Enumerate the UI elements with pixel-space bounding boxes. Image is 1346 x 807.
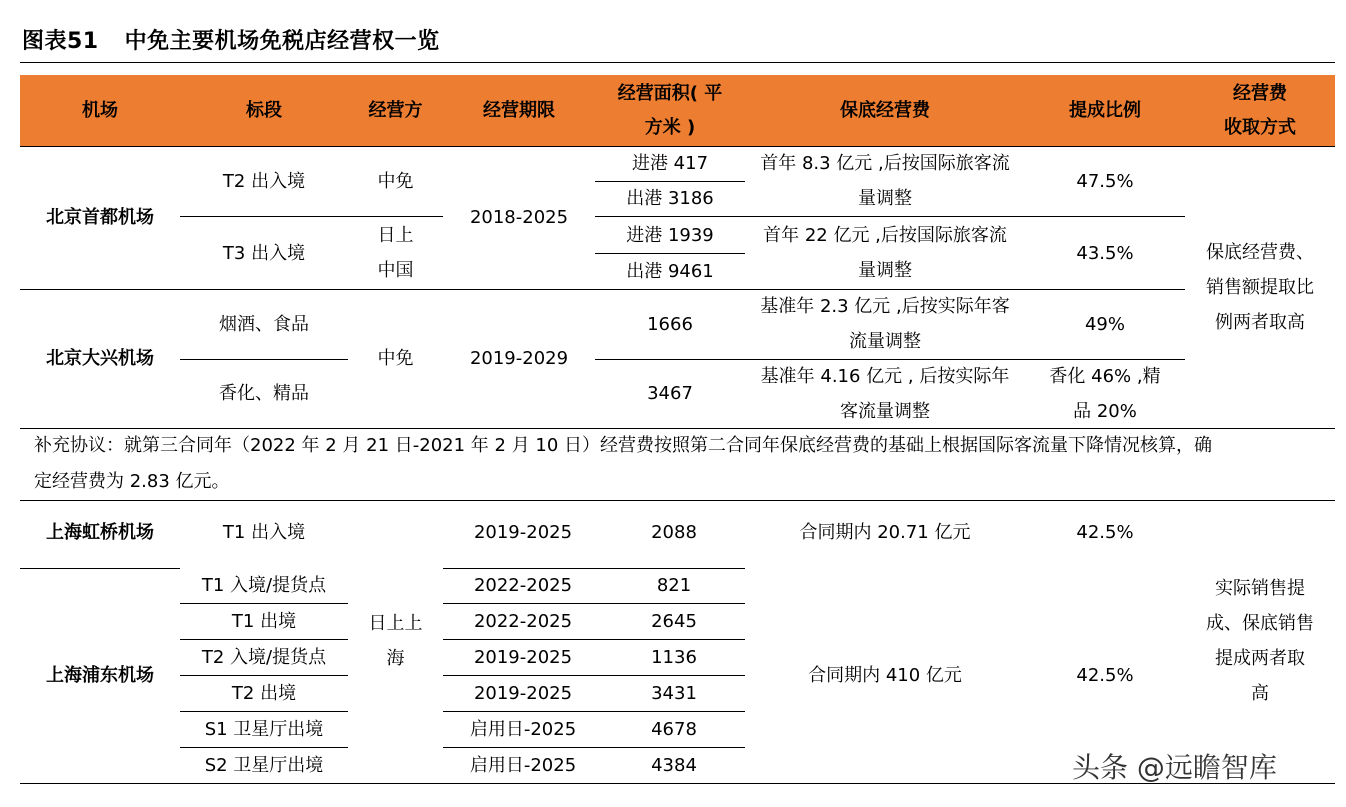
note-line1: 补充协议：就第三合同年（2022 年 2 月 21 日-2021 年 2 月 10 日）经营费按照第二合同年保底经营费的基础上根据国际客流量下降情况核算，确 — [34, 435, 1213, 456]
header-commission: 提成比例 — [1069, 99, 1141, 121]
rule — [20, 500, 1335, 501]
area-pudong-3: 1136 — [651, 646, 697, 668]
area-t2-in: 进港 417 — [631, 153, 709, 174]
airport-shanghai-pudong: 上海浦东机场 — [46, 664, 154, 686]
header-airport: 机场 — [82, 99, 118, 121]
period-pudong-3: 2019-2025 — [473, 646, 573, 668]
rule — [443, 603, 745, 604]
area-pudong-6: 4384 — [651, 754, 697, 776]
period-pudong-4: 2019-2025 — [473, 682, 573, 704]
rule — [180, 747, 348, 748]
rule — [595, 216, 1185, 217]
period-pudong-5: 启用日-2025 — [469, 718, 577, 740]
rate-tobacco-food: 49% — [1084, 313, 1125, 335]
fee-t3-line2: 量调整 — [858, 260, 912, 281]
fee-method-beijing — [1185, 146, 1335, 428]
fee-hongqiao: 合同期内 20.71 亿元 — [799, 521, 971, 543]
header-area — [595, 75, 745, 146]
rate-cosmetics-luxury-line2: 品 20% — [1073, 400, 1137, 422]
area-tobacco-food: 1666 — [647, 313, 693, 335]
rule — [443, 639, 745, 640]
section-pudong-2: T1 出境 — [231, 610, 297, 632]
note-line2: 定经营费为 2.83 亿元。 — [34, 471, 230, 492]
fee-t2-line1: 首年 8.3 亿元 ,后按国际旅客流 — [760, 153, 1010, 174]
fee-method-beijing-line2: 销售额提取比 — [1206, 276, 1314, 298]
section-pudong-3: T2 入境/提货点 — [201, 646, 327, 668]
fee-method-beijing-line3: 例两者取高 — [1215, 311, 1305, 333]
section-pudong-4: T2 出境 — [231, 682, 297, 704]
fee-tobacco-food — [745, 289, 1025, 359]
area-t3-out: 出港 9461 — [626, 260, 714, 282]
header-area-line2: 方米 ) — [644, 116, 696, 138]
period-pudong-1: 2022-2025 — [473, 574, 573, 596]
period-pudong-2: 2022-2025 — [473, 610, 573, 632]
header-period: 经营期限 — [483, 99, 555, 121]
figure-title: 中免主要机场免税店经营权一览 — [124, 29, 440, 54]
header-area-line1: 经营面积( 平 — [617, 82, 723, 104]
fee-tobacco-food-line2: 流量调整 — [849, 331, 921, 352]
rate-pudong: 42.5% — [1076, 664, 1134, 686]
supplementary-note — [34, 428, 1334, 500]
section-t2: T2 出入境 — [222, 170, 306, 192]
fee-method-shanghai-line1: 实际销售提 — [1215, 578, 1305, 599]
fee-method-beijing-line1: 保底经营费、 — [1206, 241, 1314, 263]
rate-t2: 47.5% — [1076, 170, 1134, 192]
fee-pudong: 合同期内 410 亿元 — [808, 664, 962, 686]
fee-cosmetics-luxury-line2: 客流量调整 — [840, 400, 930, 422]
header-operator: 经营方 — [368, 99, 423, 121]
header-fee-method — [1185, 75, 1335, 146]
fee-t3-line1: 首年 22 亿元 ,后按国际旅客流 — [763, 225, 1007, 246]
fee-method-shanghai-line3: 提成两者取 — [1215, 648, 1305, 669]
watermark: 头条 @远瞻智库 — [1072, 751, 1277, 784]
fee-cosmetics-luxury-line1: 基准年 4.16 亿元 , 后按实际年 — [760, 365, 1010, 387]
period-pudong-6: 启用日-2025 — [469, 754, 577, 776]
rate-cosmetics-luxury — [1025, 359, 1185, 428]
rule — [180, 603, 348, 604]
fee-t3 — [745, 217, 1025, 289]
rule — [180, 359, 348, 360]
airport-beijing-daxing: 北京大兴机场 — [46, 348, 154, 369]
area-pudong-5: 4678 — [651, 718, 697, 740]
rule — [443, 747, 745, 748]
operator-daxing: 中免 — [377, 348, 414, 369]
operator-t3-line2: 中国 — [377, 260, 414, 281]
operator-shanghai — [348, 566, 443, 716]
header-section: 标段 — [246, 99, 282, 121]
section-cosmetics-luxury: 香化、精品 — [219, 383, 309, 404]
period-daxing: 2019-2029 — [469, 348, 569, 369]
section-t3: T3 出入境 — [222, 242, 306, 264]
section-pudong-1: T1 入境/提货点 — [201, 574, 327, 596]
page-title — [22, 24, 440, 55]
title-rule — [20, 62, 1335, 63]
rule — [595, 359, 1185, 360]
area-pudong-4: 3431 — [651, 682, 697, 704]
figure-number: 图表51 — [22, 29, 99, 54]
operator-t2: 中免 — [377, 170, 414, 192]
fee-method-shanghai-line2: 成、保底销售 — [1206, 613, 1314, 634]
rate-t3: 43.5% — [1076, 242, 1134, 264]
section-pudong-5: S1 卫星厅出境 — [204, 718, 324, 740]
fee-tobacco-food-line1: 基准年 2.3 亿元 ,后按实际年客 — [760, 296, 1010, 317]
header-fee-method-line1: 经营费 — [1233, 82, 1287, 104]
fee-method-shanghai-line4: 高 — [1251, 683, 1269, 704]
rule — [180, 711, 348, 712]
airport-beijing-capital: 北京首都机场 — [46, 207, 154, 228]
section-hongqiao-t1: T1 出入境 — [222, 521, 306, 543]
rule — [443, 675, 745, 676]
operator-t3 — [348, 217, 443, 289]
rule — [595, 181, 745, 182]
rate-hongqiao: 42.5% — [1076, 521, 1134, 543]
section-pudong-6: S2 卫星厅出境 — [204, 754, 324, 776]
rule — [180, 639, 348, 640]
header-min-fee: 保底经营费 — [840, 99, 930, 121]
period-beijing-capital: 2018-2025 — [469, 207, 569, 228]
period-hongqiao: 2019-2025 — [473, 521, 573, 543]
fee-t2-line2: 量调整 — [858, 188, 912, 209]
area-t2-out: 出港 3186 — [626, 188, 714, 209]
rule — [180, 675, 348, 676]
area-pudong-2: 2645 — [651, 610, 697, 632]
operator-shanghai-line1: 日上上 — [368, 613, 423, 634]
rate-cosmetics-luxury-line1: 香化 46% ,精 — [1049, 365, 1161, 387]
operator-shanghai-line2: 海 — [386, 648, 405, 669]
operator-t3-line1: 日上 — [377, 225, 414, 246]
fee-t2 — [745, 146, 1025, 216]
area-t3-in: 进港 1939 — [626, 224, 714, 246]
fee-method-shanghai — [1185, 566, 1335, 716]
rule — [595, 253, 745, 254]
rule — [180, 216, 443, 217]
header-fee-method-line2: 收取方式 — [1224, 116, 1296, 138]
fee-cosmetics-luxury — [745, 359, 1025, 428]
area-pudong-1: 821 — [656, 574, 692, 596]
rule — [443, 711, 745, 712]
airport-shanghai-hongqiao: 上海虹桥机场 — [46, 521, 154, 543]
area-hongqiao: 2088 — [651, 521, 697, 543]
section-tobacco-food: 烟酒、食品 — [219, 313, 309, 335]
area-cosmetics-luxury: 3467 — [647, 383, 693, 404]
